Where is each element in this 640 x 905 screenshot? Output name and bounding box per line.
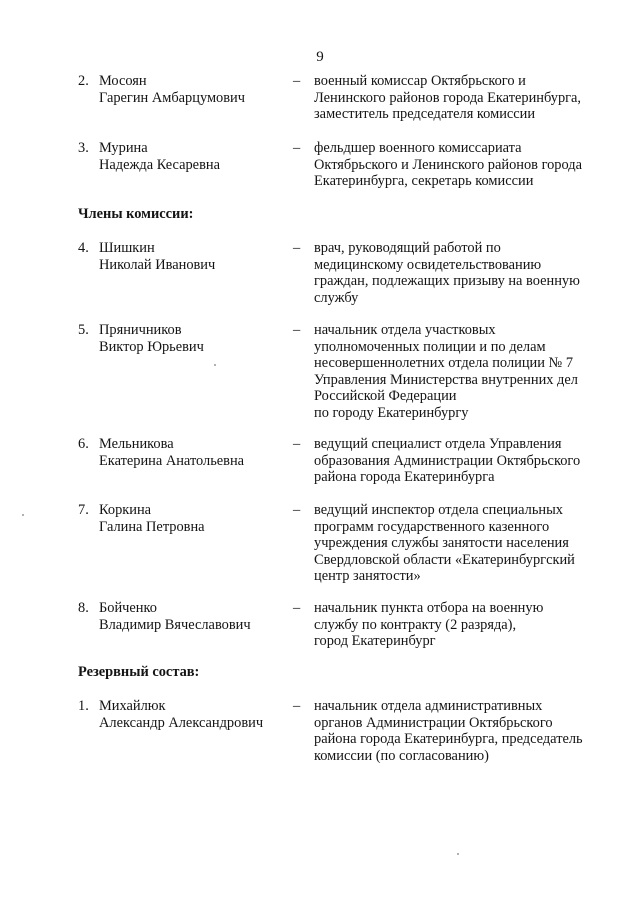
item-number: 8. <box>78 600 89 616</box>
section-heading-reserve: Резервный состав: <box>78 664 200 680</box>
description-line: учреждения службы занятости населения <box>314 535 569 552</box>
description-line: Ленинского районов города Екатеринбурга, <box>314 89 582 106</box>
description-line: врач, руководящий работой по <box>314 240 501 256</box>
position-description <box>314 322 624 422</box>
dash: – <box>293 502 301 518</box>
description-line: по городу Екатеринбургу <box>314 404 469 421</box>
position-description <box>314 140 624 190</box>
person-name <box>99 502 294 535</box>
description-line: программ государственного казенного <box>314 518 550 535</box>
description-line: района города Екатеринбурга, председатель <box>314 731 583 748</box>
page-number: 9 <box>316 49 324 65</box>
surname: Бойченко <box>99 600 157 616</box>
description-line: центр занятости» <box>314 568 421 585</box>
description-line: комиссии (по согласованию) <box>314 747 489 764</box>
person-name <box>99 240 294 273</box>
description-line: начальник отдела административных <box>314 698 543 714</box>
item-number: 1. <box>78 698 89 714</box>
description-line: службу <box>314 289 359 306</box>
description-line: образования Администрации Октябрьского <box>314 452 581 469</box>
given-names: Виктор Юрьевич <box>99 338 204 355</box>
surname: Михайлюк <box>99 698 166 714</box>
description-line: фельдшер военного комиссариата <box>314 140 522 156</box>
description-line: Свердловской области «Екатеринбургский <box>314 551 575 568</box>
dash: – <box>293 698 301 714</box>
description-line: заместитель председателя комиссии <box>314 106 536 123</box>
position-description <box>314 698 624 764</box>
dash: – <box>293 600 301 616</box>
given-names: Галина Петровна <box>99 518 205 535</box>
given-names: Гарегин Амбарцумович <box>99 89 245 106</box>
dash: – <box>293 240 301 256</box>
given-names: Надежда Кесаревна <box>99 156 220 173</box>
surname: Коркина <box>99 502 152 518</box>
item-number: 2. <box>78 73 89 89</box>
description-line: ведущий инспектор отдела специальных <box>314 502 563 518</box>
item-number: 5. <box>78 322 89 338</box>
description-line: Екатеринбурга, секретарь комиссии <box>314 173 534 190</box>
item-number: 4. <box>78 240 89 256</box>
person-name <box>99 698 294 731</box>
description-line: город Екатеринбург <box>314 633 436 650</box>
description-line: несовершеннолетних отдела полиции № 7 <box>314 355 574 372</box>
person-name <box>99 600 294 633</box>
dash: – <box>293 436 301 452</box>
item-number: 6. <box>78 436 89 452</box>
position-description <box>314 436 624 486</box>
description-line: службу по контракту (2 разряда), <box>314 616 517 633</box>
person-name <box>99 322 294 355</box>
description-line: района города Екатеринбурга <box>314 469 495 486</box>
item-number: 7. <box>78 502 89 518</box>
person-name <box>99 73 294 106</box>
description-line: начальник отдела участковых <box>314 322 496 338</box>
dash: – <box>293 322 301 338</box>
person-name <box>99 140 294 173</box>
description-line: медицинскому освидетельствованию <box>314 256 542 273</box>
surname: Мосоян <box>99 73 147 89</box>
description-line: граждан, подлежащих призыву на военную <box>314 273 580 290</box>
given-names: Владимир Вячеславович <box>99 616 251 633</box>
description-line: Российской Федерации <box>314 388 457 405</box>
dash: – <box>293 73 301 89</box>
position-description <box>314 600 624 650</box>
position-description <box>314 73 624 123</box>
surname: Шишкин <box>99 240 155 256</box>
description-line: Управления Министерства внутренних дел <box>314 371 578 388</box>
description-line: начальник пункта отбора на военную <box>314 600 544 616</box>
person-name <box>99 436 294 469</box>
description-line: ведущий специалист отдела Управления <box>314 436 562 452</box>
position-description <box>314 240 624 306</box>
item-number: 3. <box>78 140 89 156</box>
section-heading-members: Члены комиссии: <box>78 206 194 222</box>
scan-speck <box>22 514 24 516</box>
description-line: уполномоченных полиции и по делам <box>314 338 546 355</box>
given-names: Екатерина Анатольевна <box>99 452 245 469</box>
given-names: Александр Александрович <box>99 714 264 731</box>
position-description <box>314 502 624 585</box>
dash: – <box>293 140 301 156</box>
scan-speck <box>457 853 459 855</box>
surname: Пряничников <box>99 322 182 338</box>
given-names: Николай Иванович <box>99 256 216 273</box>
scan-speck <box>214 364 216 366</box>
description-line: Октябрьского и Ленинского районов города <box>314 156 582 173</box>
surname: Мельникова <box>99 436 174 452</box>
description-line: органов Администрации Октябрьского <box>314 714 553 731</box>
surname: Мурина <box>99 140 148 156</box>
description-line: военный комиссар Октябрьского и <box>314 73 526 89</box>
